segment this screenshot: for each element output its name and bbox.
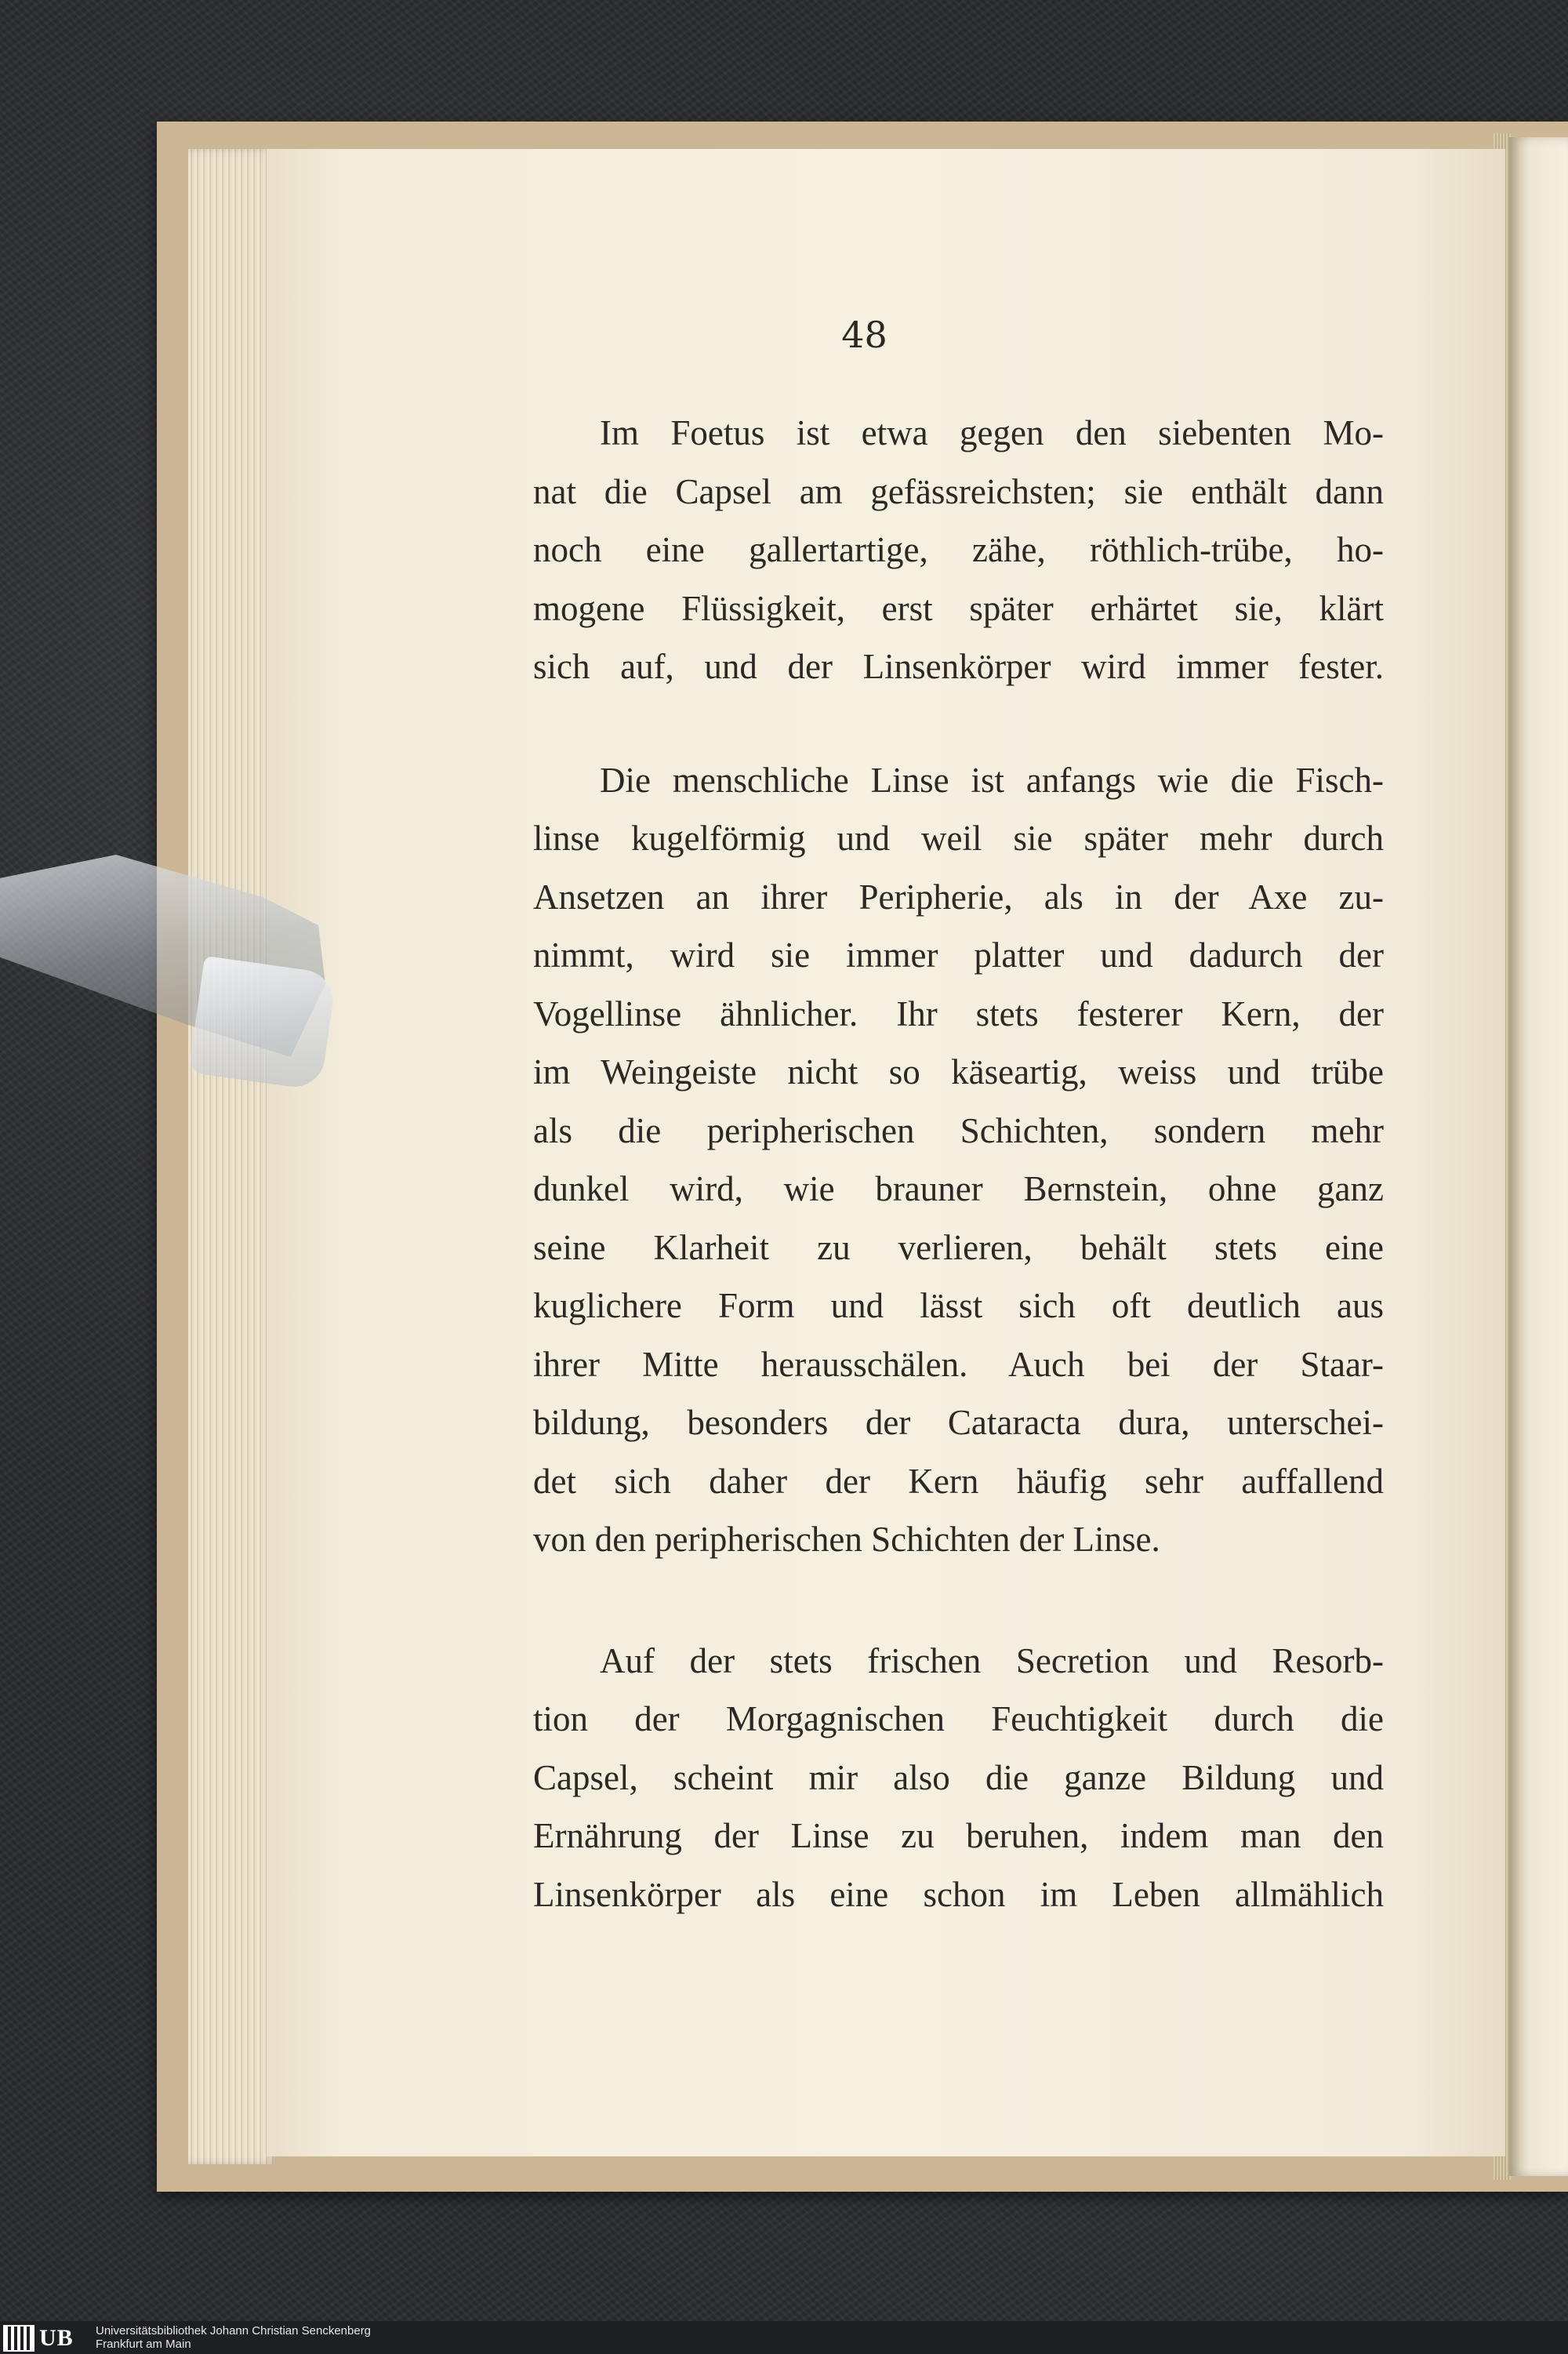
paragraph-2 — [533, 751, 1384, 1569]
text-line: Ernährung der Linse zu beruhen, indem man den — [533, 1816, 1384, 1855]
text-line: nat die Capsel am gefässreichsten; sie enthält dann — [533, 471, 1384, 511]
text-line: im Weingeiste nicht so käseartig, weiss und trübe — [533, 1052, 1384, 1092]
text-line: Linsenkörper als eine schon im Leben allmählich — [533, 1874, 1384, 1914]
text-line: Auf der stets frischen Secretion und Resorb- — [600, 1640, 1384, 1680]
text-line: Die menschliche Linse ist anfangs wie die Fisch- — [600, 760, 1384, 800]
text-line: mogene Flüssigkeit, erst später erhärtet sie, klärt — [533, 588, 1384, 628]
paragraph-1 — [533, 404, 1384, 696]
glass-weight-tip — [188, 956, 336, 1091]
text-line: noch eine gallertartige, zähe, röthlich-trübe, ho- — [533, 530, 1384, 569]
logo-text: UB — [39, 2325, 74, 2351]
paragraph-3 — [533, 1632, 1384, 1924]
text-line: bildung, besonders der Cataracta dura, unterschei- — [533, 1403, 1384, 1442]
page-text — [533, 404, 1384, 1924]
page-number: 48 — [841, 314, 887, 356]
caption-line-2: Frankfurt am Main — [96, 2338, 191, 2351]
page-edges-stack — [188, 149, 274, 2164]
facing-page-sliver — [1509, 137, 1568, 2176]
library-logo — [0, 2323, 94, 2354]
text-line: seine Klarheit zu verlieren, behält stets eine — [533, 1227, 1384, 1267]
caption-line-1: Universitätsbibliothek Johann Christian Senckenberg — [96, 2324, 372, 2338]
text-line: ihrer Mitte herausschälen. Auch bei der Staar- — [533, 1344, 1384, 1384]
text-line: als die peripherischen Schichten, sondern mehr — [533, 1110, 1384, 1150]
text-line: sich auf, und der Linsenkörper wird immer fester. — [533, 647, 1384, 686]
text-line: linse kugelförmig und weil sie später mehr durch — [533, 819, 1384, 858]
text-line: tion der Morgagnischen Feuchtigkeit durch die — [533, 1699, 1384, 1738]
text-line: dunkel wird, wie brauner Bernstein, ohne ganz — [533, 1169, 1384, 1208]
text-line: Ansetzen an ihrer Peripherie, als in der Axe zu- — [533, 877, 1384, 917]
text-line: kuglichere Form und lässt sich oft deutlich aus — [533, 1286, 1384, 1325]
text-line: Im Foetus ist etwa gegen den siebenten Mo- — [600, 413, 1384, 452]
paragraph-gap — [533, 696, 1384, 751]
library-caption — [96, 2324, 371, 2351]
text-line: Capsel, scheint mir also die ganze Bildung und — [533, 1757, 1384, 1797]
paragraph-gap — [533, 1569, 1384, 1632]
text-line: von den peripherischen Schichten der Linse. — [533, 1520, 1160, 1559]
library-emblem-icon — [3, 2325, 34, 2352]
text-line: nimmt, wird sie immer platter und dadurch der — [533, 935, 1384, 975]
text-line: det sich daher der Kern häufig sehr auffallend — [533, 1461, 1384, 1501]
text-line: Vogellinse ähnlicher. Ihr stets festerer Kern, der — [533, 994, 1384, 1034]
